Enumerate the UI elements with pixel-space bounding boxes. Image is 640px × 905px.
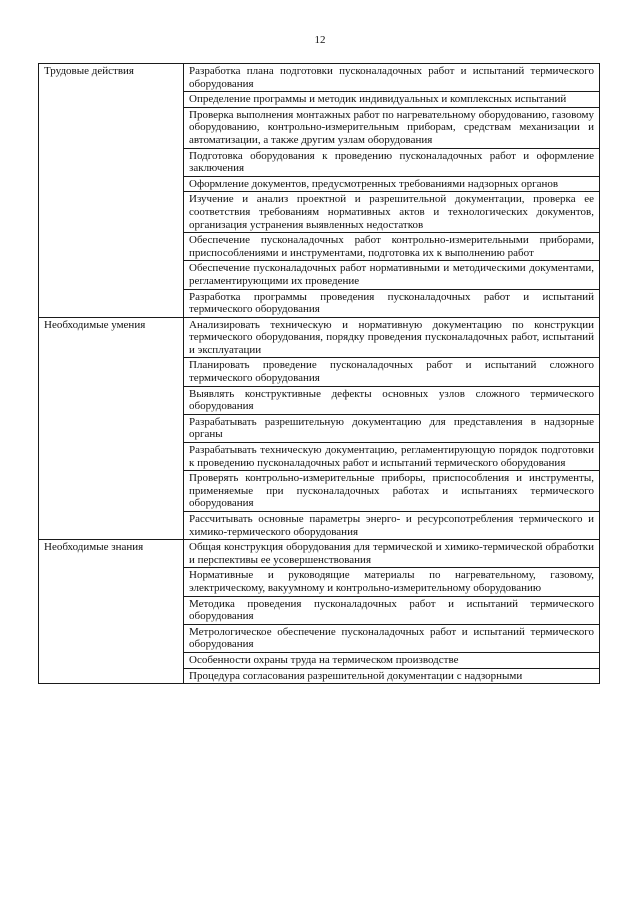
section-label-required-skills: Необходимые умения — [39, 317, 184, 540]
section-item: Разработка программы проведения пусконаладочных работ и испытаний термического оборудования — [184, 289, 600, 317]
qualification-table — [38, 63, 600, 684]
section-item: Определение программы и методик индивидуальных и комплексных испытаний — [184, 92, 600, 108]
section-item: Нормативные и руководящие материалы по нагревательному, газовому, электрическому, вакуумному и контрольно-измерительному оборудованию — [184, 568, 600, 596]
table-row — [39, 64, 600, 92]
section-item: Особенности охраны труда на термическом производстве — [184, 652, 600, 668]
section-item: Проверка выполнения монтажных работ по нагревательному оборудованию, газовому оборудованию, контрольно-измерительным приборам, средствам механизации и автоматизации, а также другим узлам оборудования — [184, 107, 600, 148]
section-item: Обеспечение пусконаладочных работ нормативными и методическими документами, регламентирующими их проведение — [184, 261, 600, 289]
section-item: Подготовка оборудования к проведению пусконаладочных работ и оформление заключения — [184, 148, 600, 176]
section-item: Планировать проведение пусконаладочных работ и испытаний сложного термического оборудования — [184, 358, 600, 386]
section-item: Выявлять конструктивные дефекты основных узлов сложного термического оборудования — [184, 386, 600, 414]
page-number: 12 — [314, 34, 326, 46]
section-label-required-knowledge: Необходимые знания — [39, 540, 184, 684]
section-item: Обеспечение пусконаладочных работ контрольно-измерительными приборами, приспособлениями и инструментами, подготовка их к выполнению работ — [184, 233, 600, 261]
section-item: Методика проведения пусконаладочных работ и испытаний термического оборудования — [184, 596, 600, 624]
table-row — [39, 540, 600, 568]
section-item: Анализировать техническую и нормативную документацию по конструкции термического оборудования, порядку проведения пусконаладочных работ, испытаний и эксплуатации — [184, 317, 600, 358]
section-label-labor-actions: Трудовые действия — [39, 64, 184, 318]
section-item: Разработка плана подготовки пусконаладочных работ и испытаний термического оборудования — [184, 64, 600, 92]
section-item: Рассчитывать основные параметры энерго- и ресурсопотребления термического и химико-термического оборудования — [184, 512, 600, 540]
section-item: Общая конструкция оборудования для термической и химико-термической обработки и перспективы ее усовершенствования — [184, 540, 600, 568]
section-item: Процедура согласования разрешительной документации с надзорными — [184, 668, 600, 684]
section-item: Разрабатывать разрешительную документацию для представления в надзорные органы — [184, 414, 600, 442]
table-row — [39, 317, 600, 358]
table-body — [39, 64, 600, 684]
section-item: Оформление документов, предусмотренных требованиями надзорных органов — [184, 176, 600, 192]
section-item: Изучение и анализ проектной и разрешительной документации, проверка ее соответствия требованиям нормативных актов и технологических документов, организация устранения выявленных недостатков — [184, 192, 600, 233]
section-item: Разрабатывать техническую документацию, регламентирующую порядок подготовки к проведению пусконаладочных работ и испытаний термического оборудования — [184, 443, 600, 471]
section-item: Метрологическое обеспечение пусконаладочных работ и испытаний термического оборудования — [184, 624, 600, 652]
section-item: Проверять контрольно-измерительные приборы, приспособления и инструменты, применяемые при пусконаладочных работах и испытаниях термического оборудования — [184, 471, 600, 512]
